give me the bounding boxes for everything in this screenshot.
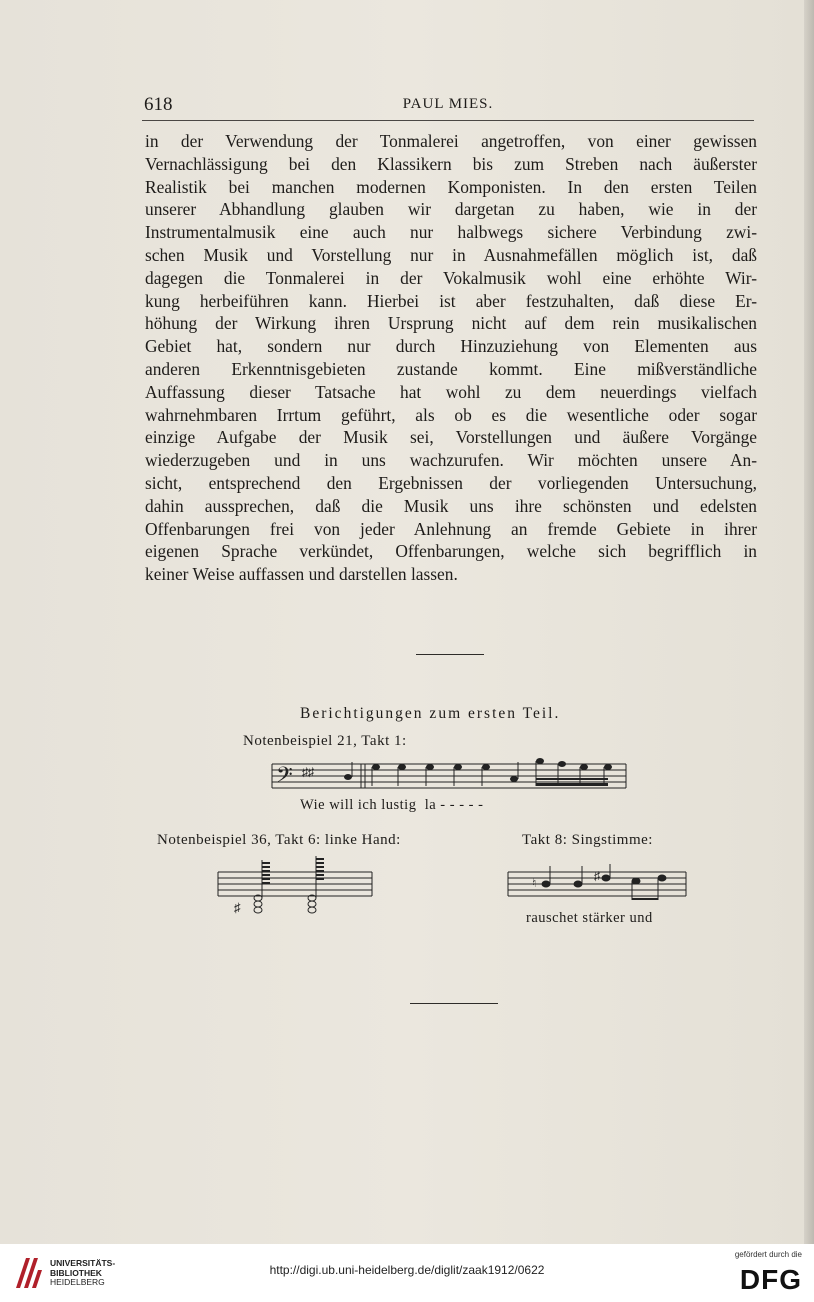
svg-text:♯: ♯	[594, 869, 600, 883]
example-1-lyric: Wie will ich lustig la - - - - -	[300, 797, 484, 813]
body-paragraph	[145, 130, 757, 586]
text-line: höhung der Wirkung ihren Ursprung nicht auf dem rein musikalischen	[145, 313, 757, 334]
text-line: eigenen Sprache verkündet, Offenbarungen, welche sich begrifflich in	[145, 541, 757, 562]
corrections-title: Berichtigungen zum ersten Teil.	[300, 705, 561, 722]
svg-text:♯: ♯	[234, 900, 241, 915]
treble-staff-icon	[506, 862, 690, 904]
example-3-caption: Takt 8: Singstimme:	[522, 832, 653, 848]
svg-text:♮: ♮	[532, 876, 537, 890]
text-line: sicht, entsprechend den Ergebnissen der vorliegenden Untersuchung,	[145, 472, 757, 493]
running-head: PAUL MIES.	[402, 96, 494, 112]
music-example-2	[216, 854, 376, 916]
page-header	[142, 90, 754, 121]
closing-divider	[410, 1003, 498, 1004]
text-line: in der Verwendung der Tonmalerei angetroffen, von einer gewissen	[145, 131, 757, 151]
page-edge	[804, 0, 814, 1244]
text-line: Realistik bei manchen modernen Komponisten. In den ersten Teilen	[145, 176, 757, 197]
text-line: Instrumentalmusik eine auch nur halbwegs sichere Verbindung zwi-	[145, 222, 757, 243]
page-number: 618	[144, 94, 173, 115]
dfg-logo: DFG	[739, 1264, 802, 1295]
text-line: anderen Erkenntnisgebieten zustande kommt. Eine mißverständliche	[145, 358, 757, 379]
text-line: wahrnehmbaren Irrtum geführt, als ob es die wesentliche oder sogar	[145, 404, 757, 425]
text-line: Vernachlässigung bei den Klassikern bis zum Streben nach äußerster	[145, 153, 757, 174]
text-line: schen Musik und Vorstellung nur in Ausnahmefällen möglich ist, daß	[145, 244, 757, 265]
music-example-1	[270, 756, 630, 796]
section-divider	[416, 654, 484, 655]
funded-by-label: gefördert durch die	[734, 1250, 802, 1259]
text-line: Offenbarungen frei von jeder Anlehnung an fremde Gebiete in ihrer	[145, 518, 757, 539]
text-line: einzige Aufgabe der Musik sei, Vorstellungen und äußere Vorgänge	[145, 427, 757, 448]
library-name: UNIVERSITÄTS- BIBLIOTHEK HEIDELBERG	[50, 1258, 116, 1287]
bass-clef-icon: 𝄢	[276, 763, 293, 792]
example-3-lyric: rauschet stärker und	[526, 910, 653, 926]
example-2-caption: Notenbeispiel 36, Takt 6: linke Hand:	[157, 832, 401, 848]
permalink-url[interactable]: http://digi.ub.uni-heidelberg.de/diglit/zaak1912/0622	[269, 1263, 545, 1277]
text-line: unserer Abhandlung glauben wir dargetan zu haben, wie in der	[145, 199, 757, 220]
text-line: Gebiet hat, sondern nur durch Hinzuziehung von Elementen aus	[145, 336, 757, 357]
text-line: Auffassung dieser Tatsache hat wohl zu dem neuerdings vielfach	[145, 381, 757, 402]
footer-bar	[0, 1244, 814, 1302]
text-line: dagegen die Tonmalerei in der Vokalmusik wohl eine erhöhte Wir-	[145, 267, 757, 288]
text-line: keiner Weise auffassen und darstellen lassen.	[145, 564, 458, 585]
svg-text:♯♯: ♯♯	[302, 765, 314, 779]
text-line: wiederzugeben und in uns wachzurufen. Wir möchten unsere An-	[145, 450, 757, 471]
text-line: dahin aussprechen, daß die Musik uns ihre schönsten und edelsten	[145, 495, 757, 516]
text-line: kung herbeiführen kann. Hierbei ist aber festzuhalten, daß diese Er-	[145, 290, 757, 311]
example-1-caption: Notenbeispiel 21, Takt 1:	[243, 733, 407, 749]
